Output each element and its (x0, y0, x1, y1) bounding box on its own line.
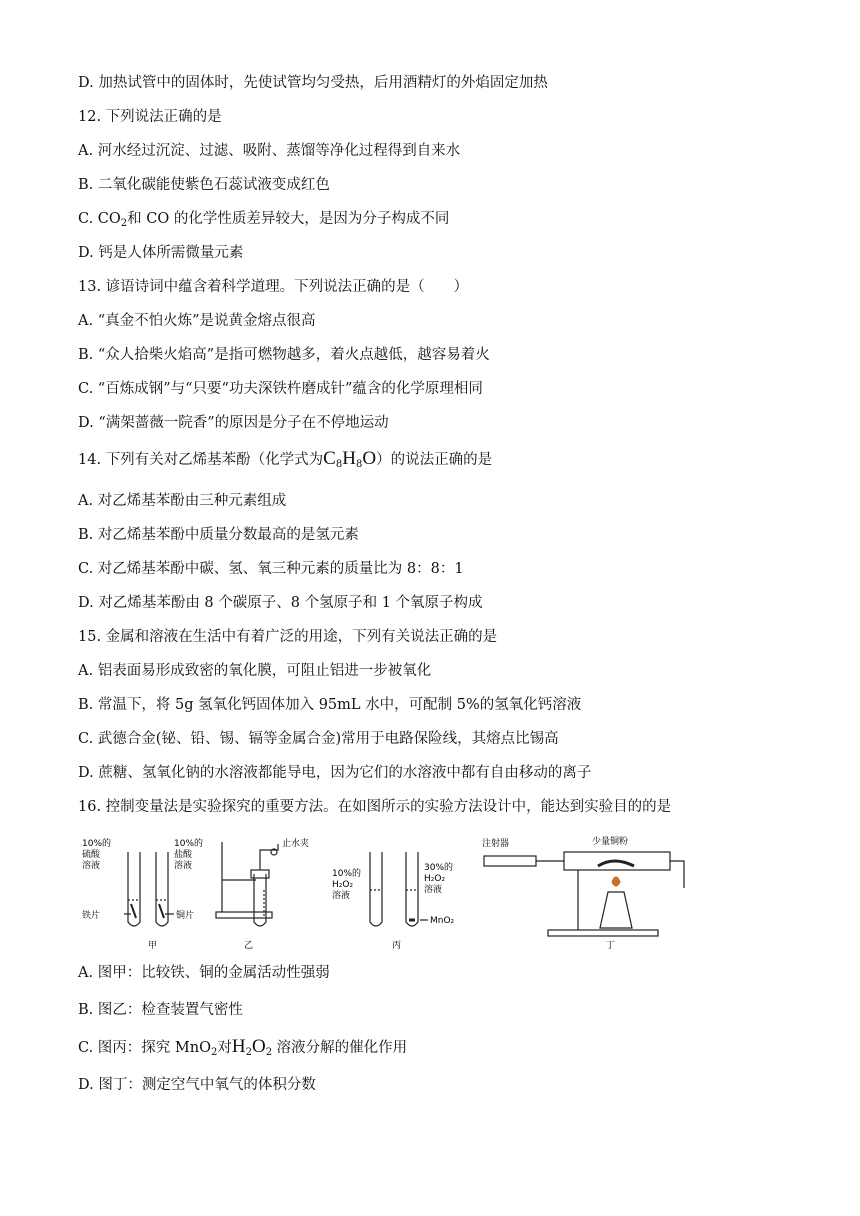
label-mno2: MnO₂ (430, 916, 455, 926)
label-jia-right-3: 溶液 (174, 861, 193, 871)
option-14d: D. 对乙烯基苯酚由 8 个碳原子、8 个氢原子和 1 个氧原子构成 (78, 595, 483, 611)
label-jia-left: 10%的 (82, 839, 112, 849)
option-13c: C. “百炼成钢”与“只要“功夫深铁杵磨成针”蕴含的化学原理相同 (78, 381, 483, 397)
label-jia-right: 10%的 (174, 839, 204, 849)
apparatus-yi (216, 842, 278, 926)
line-11d: D. 加热试管中的固体时，先使试管均匀受热，后用酒精灯的外焰固定加热 (78, 75, 548, 91)
option-12b: B. 二氧化碳能使紫色石蕊试液变成红色 (78, 177, 330, 193)
label-iron: 铁片 (82, 911, 101, 921)
caption-jia: 甲 (148, 941, 158, 951)
option-16c: C. 图丙：探究 MnO$_2$对$H_2O_2$ 溶液分解的催化作用 (78, 1036, 408, 1058)
tube-jia-left (128, 852, 140, 926)
option-12c: C. $CO_2$和 CO 的化学性质差异较大，是因为分子构成不同 (78, 211, 450, 229)
label-copper: 铜片 (176, 911, 195, 921)
option-13b: B. “众人拾柴火焰高”是指可燃物越多，着火点越低，越容易着火 (78, 347, 490, 363)
option-16b: B. 图乙：检查装置气密性 (78, 1002, 243, 1018)
question-15: 15. 金属和溶液在生活中有着广泛的用途，下列有关说法正确的是 (78, 629, 498, 645)
option-15c: C. 武德合金(铋、铅、锡、镉等金属合金)常用于电路保险线，其熔点比锡高 (78, 731, 559, 747)
label-cu-powder: 少量铜粉 (592, 837, 629, 847)
option-13a: A. “真金不怕火炼”是说黄金熔点很高 (78, 313, 316, 329)
tube-jia-right (156, 852, 168, 926)
question-14: 14. 下列有关对乙烯基苯酚（化学式为$C_8H_8O$）的说法正确的是 (78, 448, 493, 470)
option-13d: D. “满架蔷薇一院香”的原因是分子在不停地运动 (78, 415, 389, 431)
label-jia-left-2: 硫酸 (82, 850, 101, 860)
tube-bing-left (370, 852, 382, 926)
option-12a: A. 河水经过沉淀、过滤、吸附、蒸馏等净化过程得到自来水 (78, 143, 461, 159)
caption-yi: 乙 (244, 941, 254, 951)
option-16a: A. 图甲：比较铁、铜的金属活动性强弱 (78, 965, 330, 981)
question-12: 12. 下列说法正确的是 (78, 109, 222, 125)
option-12d: D. 钙是人体所需微量元素 (78, 245, 244, 261)
question-16: 16. 控制变量法是实验探究的重要方法。在如图所示的实验方法设计中，能达到实验目的的是 (78, 799, 672, 815)
label-clamp: 止水夹 (282, 839, 310, 849)
experiment-figure (78, 830, 718, 960)
label-bing-left-3: 溶液 (332, 891, 351, 901)
label-jia-right-2: 盐酸 (174, 850, 193, 860)
label-jia-left-3: 溶液 (82, 861, 101, 871)
option-14a: A. 对乙烯基苯酚由三种元素组成 (78, 493, 287, 509)
question-13: 13. 谚语诗词中蕴含着科学道理。下列说法正确的是（ ） (78, 279, 469, 295)
caption-bing: 丙 (392, 941, 402, 951)
option-15d: D. 蔗糖、氢氧化钠的水溶液都能导电，因为它们的水溶液中都有自由移动的离子 (78, 765, 592, 781)
option-15a: A. 铝表面易形成致密的氧化膜，可阻止铝进一步被氧化 (78, 663, 432, 679)
label-bing-right: 30%的 (424, 863, 454, 873)
label-syringe: 注射器 (482, 839, 510, 849)
apparatus-ding (484, 852, 684, 936)
tube-bing-right (406, 852, 418, 926)
label-bing-right-3: 溶液 (424, 885, 443, 895)
label-bing-right-2: H₂O₂ (424, 874, 446, 884)
option-16d: D. 图丁：测定空气中氧气的体积分数 (78, 1077, 316, 1093)
option-14b: B. 对乙烯基苯酚中质量分数最高的是氢元素 (78, 527, 359, 543)
option-15b: B. 常温下，将 5g 氢氧化钙固体加入 95mL 水中，可配制 5%的氢氧化钙溶液 (78, 697, 582, 713)
option-14c: C. 对乙烯基苯酚中碳、氢、氧三种元素的质量比为 8：8：1 (78, 561, 464, 577)
label-bing-left: 10%的 (332, 869, 362, 879)
label-bing-left-2: H₂O₂ (332, 880, 354, 890)
caption-ding: 丁 (606, 941, 616, 951)
